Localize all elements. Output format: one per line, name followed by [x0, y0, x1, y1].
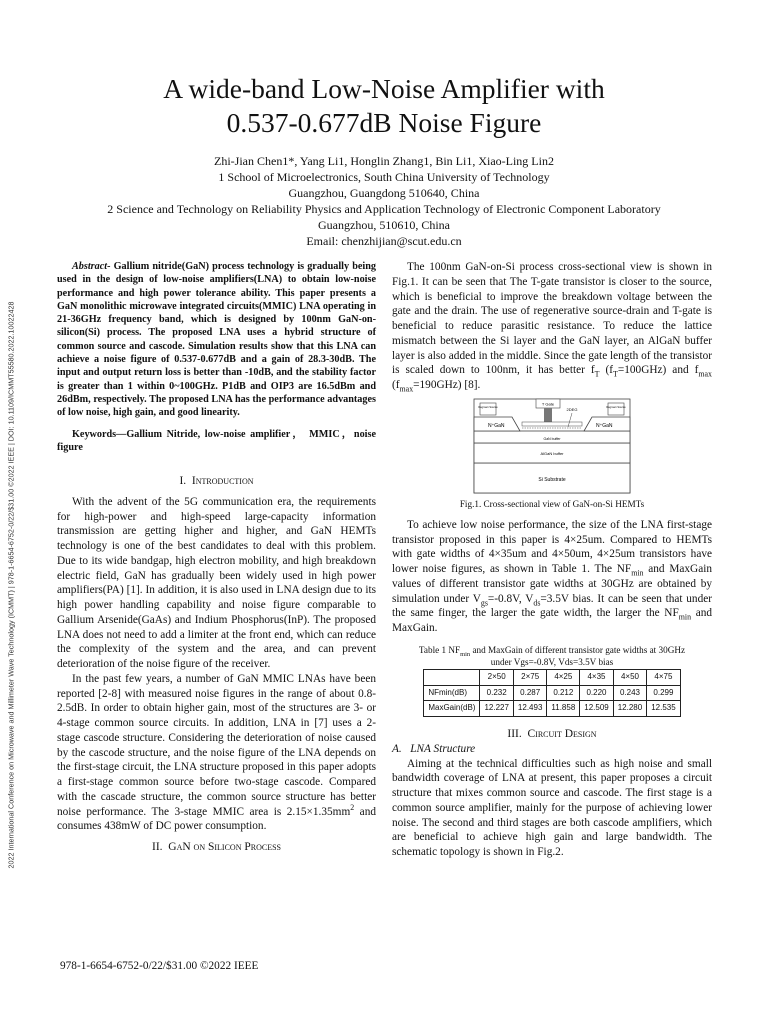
- table-cell: NFmin(dB): [424, 685, 480, 701]
- t-gate-stem: [544, 408, 552, 422]
- subsection-a-heading: [392, 742, 712, 757]
- vds-subscript: ds: [533, 597, 541, 607]
- figure-1-caption: Fig.1. Cross-sectional view of GaN-on-Si HEMTs: [459, 498, 645, 509]
- process-text-b: (f: [599, 364, 614, 377]
- transistor-size-paragraph: [392, 518, 712, 636]
- barrier-layer: [522, 422, 582, 426]
- section-2-number: II.: [152, 841, 163, 854]
- table-header-cell: 4×35: [580, 669, 613, 685]
- table-header-cell: 4×25: [547, 669, 580, 685]
- regrown-right-label: Regrown Source: [606, 405, 626, 409]
- section-2-heading: [57, 840, 376, 855]
- table-header-cell: 2×75: [513, 669, 546, 685]
- table-row: [424, 701, 680, 717]
- table-cell: 12.227: [480, 701, 513, 717]
- author-names: Zhi-Jian Chen1*, Yang Li1, Honglin Zhang1, Bin Li1, Xiao-Ling Lin2: [214, 154, 554, 168]
- table-cell: 0.243: [613, 685, 646, 701]
- subsection-a-title: LNA Structure: [410, 742, 476, 755]
- subsection-a-number: A.: [392, 742, 402, 755]
- fmax-subscript: max: [698, 369, 712, 379]
- intro-p2-text-b: and consumes 438mW of DC power consumption.: [57, 805, 376, 833]
- author-block: [40, 153, 728, 249]
- intro-p2-sup: 2: [350, 802, 355, 812]
- ft-subscript: T: [594, 369, 600, 379]
- section-1-title: Introduction: [191, 475, 254, 488]
- intro-paragraph-2: [57, 672, 376, 834]
- title-line-2: 0.537-0.677dB Noise Figure: [226, 107, 542, 138]
- table-cell: 0.287: [513, 685, 546, 701]
- right-column: [392, 260, 712, 860]
- affiliation-1-line-2: Guangzhou, Guangdong 510640, China: [288, 186, 480, 200]
- table-cell: 0.220: [580, 685, 613, 701]
- abstract: [57, 260, 376, 420]
- keywords: Keywords—Gallium Nitride, low-noise amplifier， MMIC，noise figure: [57, 428, 376, 453]
- size-text-e: and MaxGain.: [392, 607, 713, 634]
- algan-label: AlGaN buffer: [540, 450, 564, 456]
- section-1-heading: [57, 474, 376, 489]
- process-text-c: =100GHz) and f: [617, 364, 699, 377]
- table-header-cell: 4×75: [647, 669, 680, 685]
- table-1-caption: [392, 644, 712, 668]
- table-cell: 12.509: [580, 701, 613, 717]
- side-banner: [4, 190, 17, 980]
- cross-section-diagram: [472, 397, 632, 495]
- title-line-1: A wide-band Low-Noise Amplifier with: [163, 73, 605, 104]
- abstract-text: Gallium nitride(GaN) process technology is gradually being used in the design of low-noise amplifiers(LNA) to obtain low-noise performance and high power tolerance ability. This paper presents a GaN monolithic microwave integrated circuits(MMIC) LNA operating in 21-36GHz frequency band, which is designed by 100nm GaN-on-silicon(Si) process. The proposed LNA uses a hybrid structure of common source and cascode. Simulation results show that this LNA can achieve a noise figure of 0.537-0.677dB and a gain of 28.3-30dB. The input and output return loss is better than -10dB, and the stability factor is greater than 1 within 0~100GHz. P1dB and OIP3 are 16.5dBm and 26dBm, respectively. The proposed LNA has the performance advantages of low noise, high gain, and good linearity.: [57, 261, 376, 419]
- table-header-row: [424, 669, 680, 685]
- process-text-a: The 100nm GaN-on-Si process cross-sectional view is shown in Fig.1. It can be seen that The T-gate transistor is closer to the source, which is beneficial to improve the breakdown voltage between the gate and the drain. The use of regenerative source-drain and T-gate is beneficial to reduce parasitic resistance. To reduce the lattice mismatch between the Si layer and the GaN layer, an AlGaN buffer layer is also added in the middle. Since the gate length of the transistor is scaled down to 100nm, it has better f: [392, 261, 712, 377]
- regrown-source-left: [480, 403, 496, 415]
- process-text-d: (f: [392, 379, 400, 391]
- table-cell: MaxGain(dB): [424, 701, 480, 717]
- table-cell: 12.493: [513, 701, 546, 717]
- table-cell: 11.858: [547, 701, 580, 717]
- nfmin-subscript-2: min: [678, 612, 692, 622]
- table-cell: 0.299: [647, 685, 680, 701]
- process-paragraph: [392, 260, 712, 393]
- size-text-a: To achieve low noise performance, the size of the LNA first-stage transistor proposed in this paper is 4×25um. Compared to HEMTs with gate widths of 4×35um and 4×50um, 4×25um transistors have lower noise figures, as shown in Table 1. The NF: [392, 518, 712, 575]
- left-column: [57, 260, 376, 855]
- regrown-left-label: Regrown Source: [478, 405, 498, 409]
- vgs-subscript: gs: [480, 597, 488, 607]
- author-email: Email: chenzhijian@scut.edu.cn: [306, 234, 462, 248]
- size-text-b: and MaxGain values of different transistor gate widths at 30GHz are obtained by simulation under V: [392, 563, 712, 605]
- section-2-title: GaN on Silicon Process: [168, 841, 281, 854]
- table-1: [423, 669, 680, 717]
- page-footer: 978-1-6654-6752-0/22/$31.00 ©2022 IEEE: [60, 960, 259, 972]
- section-3-heading: [392, 727, 712, 742]
- table-header-cell: [424, 669, 480, 685]
- intro-paragraph-1: With the advent of the 5G communication era, the requirements for high-power and high-speed large-capacity information transmission are getting higher and higher, and GaN HEMTs technology is one of the best candidates to deal with this problem. Due to its wide bandgap, high electron mobility, and high breakdown electric field, GaN has gradually been widely used in high power amplifiers(PA) [1]. In addition, it is also used in LNA design due to its high power handling capability and noise figure comparable to Gallium Arsenide(GaAs) and Indium Phosphorus(InP). The proposed LNA does not need to add a limiter at the front end, which can reduce the complexity of the system and the area, and can prevent deterioration of the noise figure of the receiver.: [57, 495, 376, 671]
- size-text-c: =-0.8V, V: [487, 592, 534, 605]
- section-1-number: I.: [179, 475, 187, 488]
- ft-subscript-2: T: [613, 369, 618, 379]
- table-cell: 0.232: [480, 685, 513, 701]
- regrown-source-right: [608, 403, 624, 415]
- section-3-number: III.: [507, 728, 522, 740]
- intro-p2-text-a: In the past few years, a number of GaN MMIC LNAs have been reported [2-8] with measured noise figures in the range of about 0.8-2.5dB. In order to obtain higher gain, most of the structures are 3- or 4-stage common source circuits. In addition, LNA in [7] uses a 2-stage cascode structure. Considering the deterioration of noise caused by the cascode structure, and the noise figure of the LNA depends on the first-stage circuit, the LNA structure proposed in this paper adopts a first-stage common source before two-stage cascode. Compared with the cascade structure, the common source structure has better noise performance. The 3-stage MMIC area is 2.15×1.35mm: [57, 672, 376, 818]
- figure-1: [472, 397, 632, 495]
- size-text-d: =3.5V bias. It can be seen that under the same finger, the larger the gate width, the larger the NF: [392, 592, 713, 620]
- 2deg-label: 2DEG: [566, 406, 578, 412]
- abstract-label: Abstract-: [72, 261, 111, 272]
- affiliation-2-line-2: Guangzhou, 510610, China: [318, 218, 450, 232]
- paper-title: [60, 72, 708, 140]
- table-header-cell: 4×50: [613, 669, 646, 685]
- gan-buffer-label: GaN buffer: [543, 436, 561, 441]
- table-row: [424, 685, 680, 701]
- table-cell: 12.535: [647, 701, 680, 717]
- section-3-title: Circuit Design: [527, 728, 597, 740]
- si-substrate-label: Si Substrate: [538, 476, 566, 483]
- ngan-left-label: N⁺GaN: [488, 422, 505, 429]
- table-header-cell: 2×50: [480, 669, 513, 685]
- affiliation-1-line-1: 1 School of Microelectronics, South China University of Technology: [218, 170, 550, 184]
- side-banner-text: 2022 International Conference on Microwave and Millimeter Wave Technology (ICMMT) | 978-1-6654-6752-0/22/$31.00 ©2022 IEEE | DOI: 10.1109/ICMMT55580.2022.10022428: [6, 301, 15, 869]
- table-cell: 12.280: [613, 701, 646, 717]
- ngan-right-label: N⁺GaN: [596, 422, 613, 429]
- nfmin-subscript: min: [631, 568, 644, 578]
- table-caption-line-2: under Vgs=-0.8V, Vds=3.5V bias: [490, 656, 614, 667]
- fmax-subscript-2: max: [399, 384, 414, 394]
- table-cell: 0.212: [547, 685, 580, 701]
- table-caption-b: and MaxGain of different transistor gate widths at 30GHz: [470, 644, 686, 655]
- t-gate-label: T Gate: [541, 401, 555, 407]
- lna-structure-paragraph: Aiming at the technical difficulties such as high noise and small bandwidth coverage of LNA at present, this paper proposes a circuit structure that mixes common source and cascode. The first stage is a common source amplifier, mainly for the purpose of achieving lower noise. The second and third stages are both cascode amplifiers, which are beneficial to achieve high gain and large bandwidth. The schematic topology is shown in Fig.2.: [392, 757, 712, 858]
- table-caption-sub: min: [460, 650, 471, 658]
- table-caption-a: Table 1 NF: [418, 644, 461, 655]
- affiliation-2-line-1: 2 Science and Technology on Reliability Physics and Application Technology of Electronic Component Laboratory: [107, 202, 661, 216]
- process-text-e: =190GHz) [8].: [413, 379, 481, 391]
